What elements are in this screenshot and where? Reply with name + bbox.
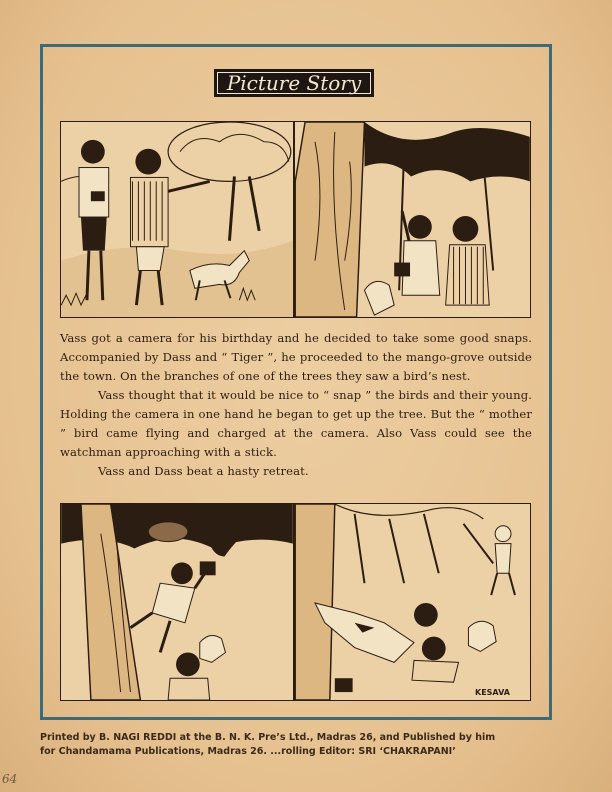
artist-signature: KESAVA [475,688,510,697]
boys-with-dog-illustration [61,122,293,317]
illustration-panel-3 [60,503,294,701]
boys-looking-at-nest-illustration [295,122,530,317]
printer-credit-line-2: for Chandamama Publications, Madras 26. ...rolling Editor: SRI ‘CHAKRAPANI’ [40,746,456,757]
page-title: Picture Story [214,69,374,97]
hasty-retreat-illustration [295,504,530,700]
story-paragraph-3: Vass and Dass beat a hasty retreat. [98,464,309,478]
illustration-panel-1 [60,121,294,318]
printer-credit-line-1: Printed by B. NAGI REDDI at the B. N. K. Pre’s Ltd., Madras 26, and Published by him [40,732,496,743]
illustration-panel-4 [294,503,531,701]
bird-attacks-camera-illustration [61,504,293,700]
story-text [60,329,532,481]
story-paragraph-2: Vass thought that it would be nice to “ snap ” the birds and their young. Holding the camera in one hand he began to get up the tree. But the “ mother ” bird came flying and charged at the camera. Also Vass could see the watchman approaching with a stick. [60,388,532,459]
page-number: 64 [2,772,18,786]
illustration-panel-2 [294,121,531,318]
story-paragraph-1: Vass got a camera for his birthday and he decided to take some good snaps. Accompanied by Dass and “ Tiger ”, he proceeded to the mango-grove outside the town. On the branches of one of the trees they saw a bird’s nest. [60,331,532,383]
printer-credit [40,731,560,759]
